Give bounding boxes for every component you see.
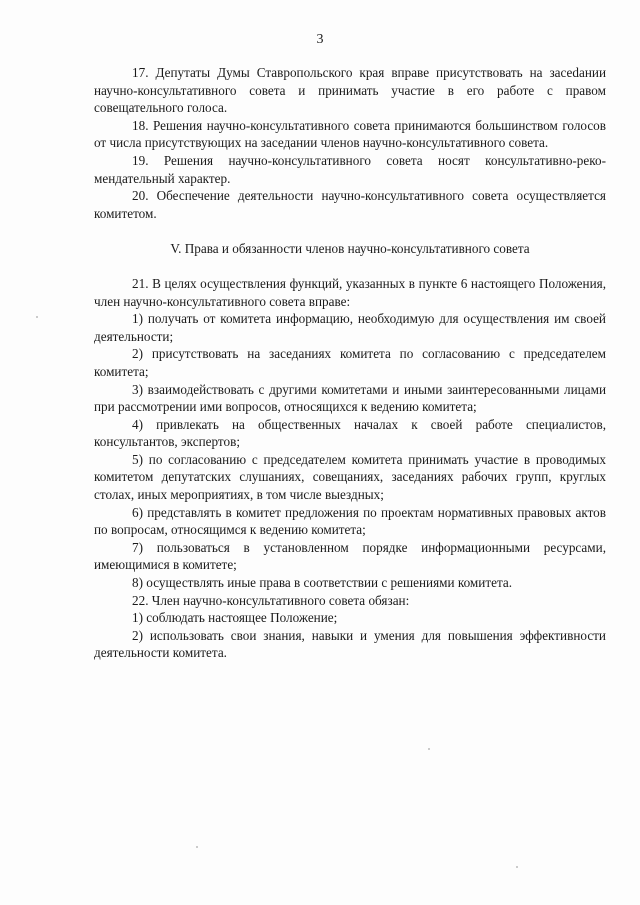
paragraph-19: 19. Решения научно-консультативного совета носят консультативно-рекомендательный характер. bbox=[94, 152, 606, 186]
scan-speck bbox=[36, 316, 38, 318]
list-item-22-2: 2) использовать свои знания, навыки и умения для повышения эффективности деятельности комитета. bbox=[94, 627, 606, 661]
paragraph-20: 20. Обеспечение деятельности научно-консультативного совета осуществляется комитетом. bbox=[94, 188, 606, 221]
paragraph-21: 21. В целях осуществления функций, указанных в пункте 6 настоящего Положения, член научно-консультативного совета вправе: bbox=[94, 275, 606, 309]
list-item-21-4: 4) привлекать на общественных началах к своей работе специалистов, консультантов, экспертов; bbox=[94, 416, 606, 450]
section-heading: V. Права и обязанности членов научно-консультативного совета bbox=[170, 241, 530, 257]
list-item-21-2: 2) присутствовать на заседаниях комитета по согласованию с председателем комитета; bbox=[94, 346, 606, 379]
scan-speck bbox=[516, 866, 518, 868]
paragraph-18: 18. Решения научно-консультативного совета принимаются большинством голосов от числа присутствующих на заседании членов научно-консультативного совета. bbox=[94, 117, 606, 151]
list-item-22-1: 1) соблюдать настоящее Положение; bbox=[132, 610, 338, 626]
list-item-21-1: 1) получать от комитета информацию, необходимую для осуществления им своей деятельности; bbox=[94, 311, 606, 344]
page-number: 3 bbox=[316, 32, 324, 47]
document-body bbox=[94, 64, 606, 662]
paragraph-17: 17. Депутаты Думы Ставропольского края вправе присутствовать на засеdании научно-консультативного совета и принимать участие в его работе с правом совещательного голоса. bbox=[94, 65, 606, 116]
paragraph-22: 22. Член научно-консультативного совета обязан: bbox=[132, 592, 410, 608]
list-item-21-8: 8) осуществлять иные права в соответствии с решениями комитета. bbox=[132, 575, 513, 591]
scan-speck bbox=[428, 748, 430, 750]
scan-speck bbox=[196, 846, 198, 848]
list-item-21-7: 7) пользоваться в установленном порядке информационными ресурсами, имеющимися в комитете; bbox=[94, 539, 606, 573]
list-item-21-6: 6) представлять в комитет предложения по проектам нормативных правовых актов по вопросам, относящимся к ведению комитета; bbox=[94, 504, 606, 538]
list-item-21-3: 3) взаимодействовать с другими комитетами и иными заинтересованными лицами при рассмотрении ими вопросов, относящихся к ведению комитета; bbox=[94, 381, 606, 415]
list-item-21-5: 5) по согласованию с председателем комитета принимать участие в проводимых комитетом депутатских слушаниях, совещаниях, заседаниях рабочих групп, круглых столах, иных мероприятиях, в том числе выездных; bbox=[94, 451, 606, 503]
